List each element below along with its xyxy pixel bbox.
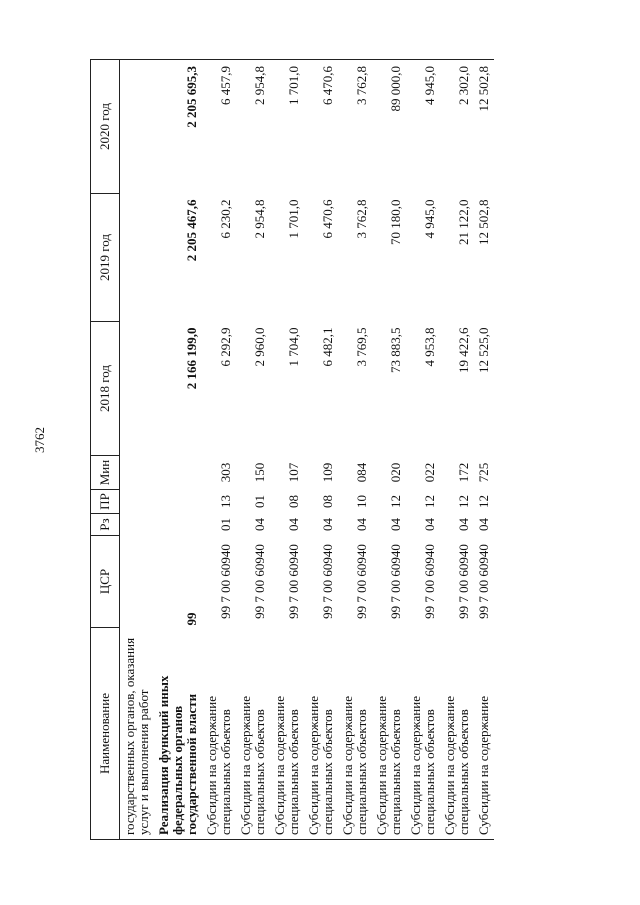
row-name (202, 628, 236, 840)
row-min: 107 (286, 462, 301, 483)
row-name (120, 628, 155, 840)
row-2019: 4 945,0 (422, 199, 437, 239)
row-2019: 6 230,2 (218, 199, 233, 239)
row-name-line: услуг и выполнения работ (136, 689, 151, 835)
row-2020 (120, 60, 155, 194)
row-name-line: Субсидии на содержание (408, 696, 423, 835)
row-2019: 1 701,0 (286, 199, 301, 239)
row-rz (154, 514, 202, 536)
table-row (270, 60, 304, 840)
row-2019: 6 470,6 (320, 199, 335, 239)
row-2019: 2 954,8 (252, 199, 267, 239)
table-row (372, 60, 406, 840)
row-rz: 04 (320, 518, 335, 531)
row-pr: 01 (252, 495, 267, 508)
row-2018 (120, 322, 155, 456)
header-rz: Рз (91, 514, 120, 536)
row-2020: 2 302,0 (440, 60, 474, 194)
row-csr: 99 7 00 60940 (218, 544, 233, 619)
row-2018: 6 482,1 (320, 327, 335, 367)
row-name (236, 628, 270, 840)
row-name (406, 628, 440, 840)
row-min: 172 (456, 462, 471, 483)
row-2020: 2 954,8 (236, 60, 270, 194)
header-csr: ЦСР (91, 536, 120, 628)
row-pr: 13 (218, 495, 233, 508)
row-name-line: государственной власти (184, 693, 199, 835)
row-2018: 6 292,9 (218, 327, 233, 367)
header-2020: 2020 год (91, 60, 120, 194)
row-name-line: специальных объектов (218, 709, 233, 835)
row-csr: 99 7 00 60940 (252, 544, 267, 619)
row-name (154, 628, 202, 840)
table-row (406, 60, 440, 840)
row-name (304, 628, 338, 840)
row-name-line: специальных объектов (252, 709, 267, 835)
row-2018: 73 883,5 (388, 327, 403, 373)
row-min: 084 (354, 462, 369, 483)
row-name-line: Субсидии на содержание (204, 696, 219, 835)
table-row (474, 60, 494, 840)
row-min: 150 (252, 462, 267, 483)
budget-table (90, 59, 494, 840)
table-row (120, 60, 155, 840)
table-row (202, 60, 236, 840)
row-pr: 12 (456, 495, 471, 508)
row-2019 (120, 194, 155, 322)
row-csr: 99 (184, 612, 199, 626)
row-rz: 04 (354, 518, 369, 531)
row-rz: 04 (422, 518, 437, 531)
table-row (304, 60, 338, 840)
row-name-line: федеральных органов (170, 705, 185, 835)
row-rz: 04 (388, 518, 403, 531)
row-2020: 6 470,6 (304, 60, 338, 194)
row-csr: 99 7 00 60940 (286, 544, 301, 619)
row-min: 022 (422, 462, 437, 483)
row-pr: 08 (286, 495, 301, 508)
row-pr: 12 (388, 495, 403, 508)
row-2018: 12 525,0 (476, 327, 491, 373)
row-csr: 99 7 00 60940 (476, 544, 491, 619)
row-min: 303 (218, 462, 233, 483)
row-min: 109 (320, 462, 335, 483)
row-2018: 2 166 199,0 (184, 327, 199, 390)
row-csr: 99 7 00 60940 (456, 544, 471, 619)
row-2020: 4 945,0 (406, 60, 440, 194)
row-2018: 4 953,8 (422, 327, 437, 367)
row-2019: 21 122,0 (456, 199, 471, 245)
table-header-row (91, 60, 120, 840)
row-name-line: специальных объектов (422, 709, 437, 835)
header-2019: 2019 год (91, 194, 120, 322)
row-name (474, 628, 494, 840)
row-name-line: специальных объектов (320, 709, 335, 835)
row-2020: 89 000,0 (372, 60, 406, 194)
row-2020: 3 762,8 (338, 60, 372, 194)
row-pr: 12 (476, 495, 491, 508)
row-name-line: Субсидии на содержание (476, 696, 491, 835)
row-name-line: Субсидии на содержание (272, 696, 287, 835)
row-rz: 01 (218, 518, 233, 531)
row-name (338, 628, 372, 840)
row-2018: 3 769,5 (354, 327, 369, 367)
row-2020: 2 205 695,3 (154, 60, 202, 194)
row-name-line: Реализация функций иных (156, 675, 171, 835)
row-name-line: специальных объектов (388, 709, 403, 835)
row-name-line: Субсидии на содержание (374, 696, 389, 835)
row-csr (120, 536, 155, 628)
row-name-line: специальных объектов (456, 709, 471, 835)
header-min: Мин (91, 456, 120, 490)
row-rz: 04 (252, 518, 267, 531)
row-rz: 04 (286, 518, 301, 531)
page-number: 3762 (32, 427, 47, 453)
header-pr: ПР (91, 490, 120, 514)
row-csr: 99 7 00 60940 (320, 544, 335, 619)
row-name (440, 628, 474, 840)
row-name (270, 628, 304, 840)
table-body (120, 60, 495, 840)
row-2018: 1 704,0 (286, 327, 301, 367)
row-2019: 2 205 467,6 (184, 199, 199, 262)
row-pr (154, 490, 202, 514)
row-min (120, 456, 155, 490)
row-min (154, 456, 202, 490)
row-pr: 10 (354, 495, 369, 508)
row-min: 725 (476, 462, 491, 483)
row-2019: 3 762,8 (354, 199, 369, 239)
row-csr: 99 7 00 60940 (388, 544, 403, 619)
header-name: Наименование (91, 628, 120, 840)
row-name-line: специальных объектов (286, 709, 301, 835)
row-name-line: специальных объектов (354, 709, 369, 835)
row-rz: 04 (456, 518, 471, 531)
row-pr: 08 (320, 495, 335, 508)
table-row (236, 60, 270, 840)
row-rz: 04 (476, 518, 491, 531)
row-2019: 70 180,0 (388, 199, 403, 245)
row-2020: 6 457,9 (202, 60, 236, 194)
row-2020: 12 502,8 (474, 60, 494, 194)
row-name-line: Субсидии на содержание (442, 696, 457, 835)
table-row (154, 60, 202, 840)
row-name-line: Субсидии на содержание (238, 696, 253, 835)
row-name-line: Субсидии на содержание (306, 696, 321, 835)
row-pr (120, 490, 155, 514)
row-csr: 99 7 00 60940 (422, 544, 437, 619)
row-2020: 1 701,0 (270, 60, 304, 194)
header-2018: 2018 год (91, 322, 120, 456)
row-2018: 19 422,6 (456, 327, 471, 373)
row-name-line: Субсидии на содержание (340, 696, 355, 835)
row-pr: 12 (422, 495, 437, 508)
row-rz (120, 514, 155, 536)
row-2019: 12 502,8 (476, 199, 491, 245)
budget-table-sheet (90, 60, 590, 840)
row-csr: 99 7 00 60940 (354, 544, 369, 619)
row-min: 020 (388, 462, 403, 483)
row-name-line: государственных органов, оказания (122, 637, 137, 835)
row-name (372, 628, 406, 840)
table-row (440, 60, 474, 840)
table-row (338, 60, 372, 840)
row-2018: 2 960,0 (252, 327, 267, 367)
